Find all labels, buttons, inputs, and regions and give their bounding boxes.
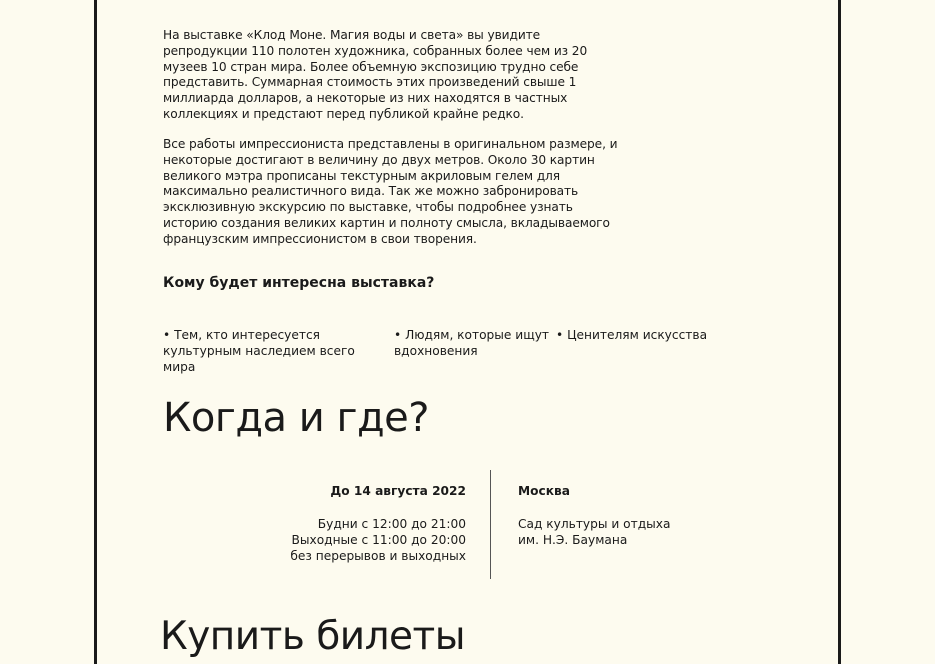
location-city: Москва	[518, 484, 570, 498]
audience-heading: Кому будет интересна выставка?	[163, 275, 435, 291]
hours-weekends: Выходные с 11:00 до 20:00	[291, 533, 466, 547]
exhibition-date: До 14 августа 2022	[330, 484, 466, 498]
location-place-line-1: Сад культуры и отдыха	[518, 517, 671, 531]
audience-item-inspiration: • Людям, которые ищут вдохновения	[394, 328, 550, 358]
frame-right-border	[838, 0, 841, 664]
buy-tickets-heading[interactable]: Купить билеты	[160, 614, 466, 659]
hours-weekdays: Будни с 12:00 до 21:00	[317, 517, 466, 531]
frame-left-border	[94, 0, 97, 664]
audience-item-heritage: • Тем, кто интересуется культурным наследием всего мира	[163, 328, 355, 374]
about-paragraph-2: Все работы импрессиониста представлены в оригинальном размере, и некоторые достигают в величину до двух метров. Около 30 картин великого мэтра прописаны текстурным акриловым гелем для максимально реалистичного вида. Так же можно забронировать эксклюзивную экскурсию по выставке, чтобы подробнее узнать историю создания великих картин и полноту смысла, вкладываемого французским импрессионистом в свои творения.	[163, 137, 618, 246]
location-place-line-2: им. Н.Э. Баумана	[518, 533, 628, 547]
schedule-divider	[490, 470, 491, 579]
location-block	[518, 483, 718, 548]
when-where-heading: Когда и где?	[163, 395, 429, 441]
audience-item-art-lovers: • Ценителям искусства	[556, 328, 708, 342]
hours-note: без перерывов и выходных	[290, 549, 466, 563]
about-paragraph-1: На выставке «Клод Моне. Магия воды и света» вы увидите репродукции 110 полотен художника, собранных более чем из 20 музеев 10 стран мира. Более объемную экспозицию трудно себе представить. Суммарная стоимость этих произведений свыше 1 миллиарда долларов, а некоторые из них находятся в частных коллекциях и предстают перед публикой крайне редко.	[163, 28, 588, 121]
schedule-block	[260, 483, 466, 564]
